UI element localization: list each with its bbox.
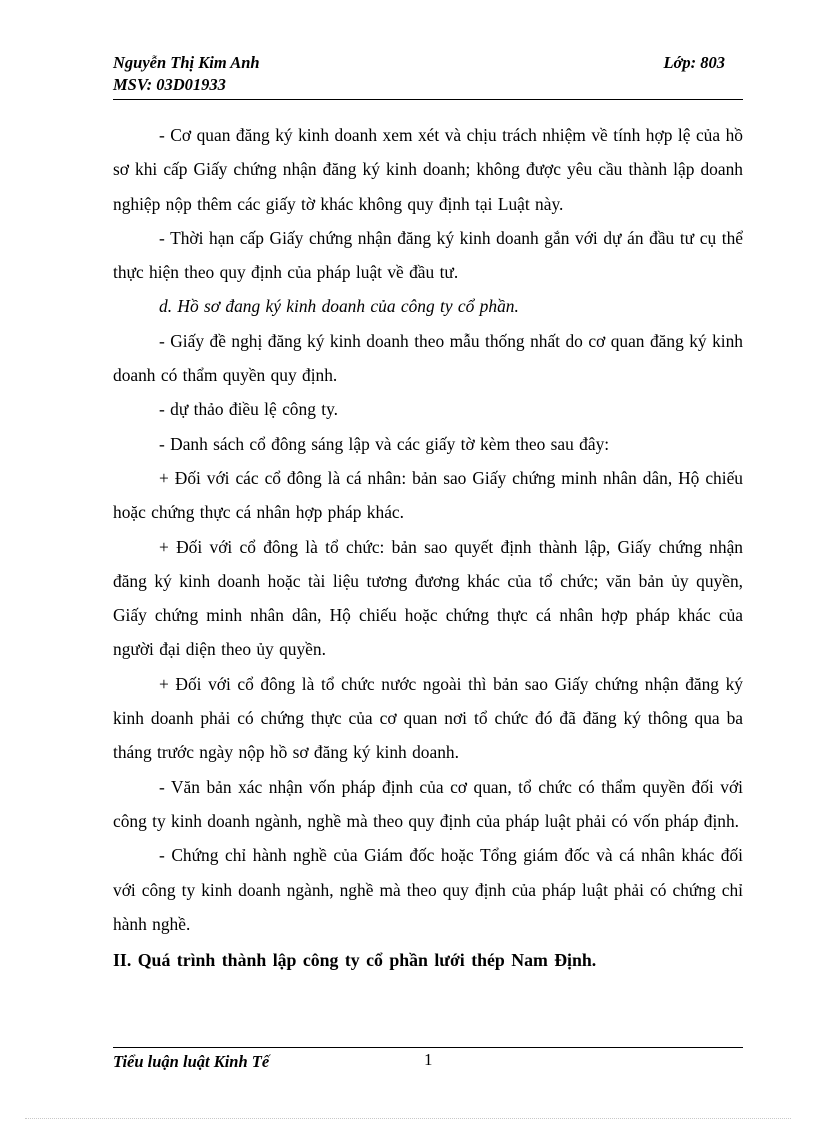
page-bottom-dotted-line — [25, 1118, 791, 1119]
paragraph: - Danh sách cổ đông sáng lập và các giấy tờ kèm theo sau đây: — [159, 433, 610, 454]
paragraph: - Chứng chỉ hành nghề của Giám đốc hoặc Tổng giám đốc và cá nhân khác đối với công ty kinh doanh ngành, nghề mà theo quy định của pháp luật phải có chứng chỉ hành nghề. — [113, 845, 743, 934]
page-number: 1 — [424, 1050, 433, 1069]
header-line-2 — [113, 74, 743, 96]
class-label: Lớp: 803 — [663, 53, 725, 72]
paragraph: - dự thảo điều lệ công ty. — [159, 399, 338, 420]
subheading: d. Hồ sơ đang ký kinh doanh của công ty cổ phần. — [159, 296, 519, 317]
paragraph: + Đối với cổ đông là tổ chức nước ngoài thì bản sao Giấy chứng nhận đăng ký kinh doanh phải có chứng thực của cơ quan nơi tổ chức đó đã đăng ký thông qua ba tháng trước ngày nộp hồ sơ đăng ký kinh doanh. — [113, 673, 743, 763]
document-body — [113, 118, 743, 977]
paragraph: - Văn bản xác nhận vốn pháp định của cơ quan, tổ chức có thẩm quyền đối với công ty kinh doanh ngành, nghề mà theo quy định của pháp luật phải có vốn pháp định. — [113, 776, 743, 831]
paragraph: - Cơ quan đăng ký kinh doanh xem xét và chịu trách nhiệm về tính hợp lệ của hồ sơ khi cấp Giấy chứng nhận đăng ký kinh doanh; không được yêu cầu thành lập doanh nghiệp nộp thêm các giấy tờ khác không quy định tại Luật này. — [113, 125, 743, 214]
header-rule — [113, 99, 743, 100]
student-id: MSV: 03D01933 — [113, 75, 226, 94]
paragraph: + Đối với cổ đông là tổ chức: bản sao quyết định thành lập, Giấy chứng nhận đăng ký kinh doanh hoặc tài liệu tương đương khác của tổ chức; văn bản ủy quyền, Giấy chứng minh nhân dân, Hộ chiếu hoặc chứng thực cá nhân hợp pháp khác của người đại diện theo ủy quyền. — [113, 536, 743, 660]
footer-title: Tiểu luận luật Kinh Tế — [113, 1052, 270, 1071]
page-header — [113, 52, 743, 96]
paragraph: - Thời hạn cấp Giấy chứng nhận đăng ký kinh doanh gắn với dự án đầu tư cụ thể thực hiện theo quy định của pháp luật về đầu tư. — [113, 227, 743, 283]
paragraph: - Giấy đề nghị đăng ký kinh doanh theo mẫu thống nhất do cơ quan đăng ký kinh doanh có thẩm quyền quy định. — [113, 330, 743, 386]
paragraph: + Đối với các cổ đông là cá nhân: bản sao Giấy chứng minh nhân dân, Hộ chiếu hoặc chứng thực cá nhân hợp pháp khác. — [113, 467, 743, 523]
header-line-1 — [113, 52, 743, 74]
section-title: II. Quá trình thành lập công ty cổ phần lưới thép Nam Định. — [113, 950, 597, 971]
author-name: Nguyễn Thị Kim Anh — [113, 53, 260, 72]
footer-rule — [113, 1047, 743, 1048]
